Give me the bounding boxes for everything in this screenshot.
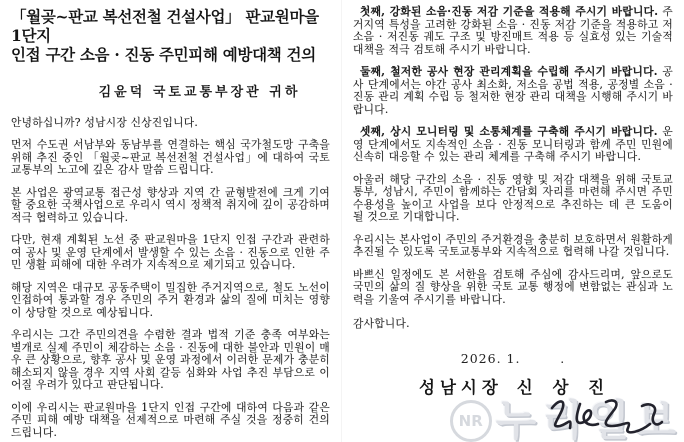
paragraph: 다만, 현재 계획된 노선 중 판교원마을 1단지 인접 구간과 관련하여 공사 및 운영 단계에서 발생할 수 있는 소음 · 진동으로 인한 주민 생활 피해에 대한 우려가 지속적으로 제기되고 있습니다. [11,233,330,272]
request-item-2-lead: 둘째, 철저한 공사 현장 관리계획을 수립해 주시기 바랍니다. [360,65,658,78]
closing-thanks: 감사합니다. [353,317,410,330]
request-item-3-lead: 셋째, 상시 모니터링 및 소통체계를 구축해 주시기 바랍니다. [360,125,658,138]
paragraph: 먼저 수도권 서남부와 동남부를 연결하는 핵심 국가철도망 구축을 위해 추진 중인 「월곶~판교 복선전철 건설사업」에 대하여 국토교통부의 노고에 깊은 감사 말씀 드립니다. [11,138,330,177]
document-title-line2: 인접 구간 소음 · 진동 주민피해 예방대책 건의 [11,44,316,64]
request-item-1 [353,6,673,56]
request-item-1-lead: 첫째, 강화된 소음·진동 저감 기준을 적용해 주시기 바랍니다. [360,5,659,18]
paragraph: 우리시는 본사업이 주민의 주거환경을 충분히 보호하면서 원활하게 추진될 수 있도록 국토교통부와 지속적으로 협력해 나갈 것입니다. [353,232,673,258]
signer-name: 신 상 진 [516,377,612,397]
letter-page-2 [342,0,684,442]
signer-title: 성남시장 [419,377,503,397]
request-item-1-body: 주거지역 특성을 고려한 강화된 소음 · 진동 저감 기준을 적용하고 저소음 · 저진동 궤도 구조 및 방진매트 적용 등 실효성 있는 기술적 대책을 적극 검토해 주시기 바랍니다. [353,5,673,56]
paragraph: 이에 우리시는 판교원마을 1단지 인접 구간에 대하여 다음과 같은 주민 피해 예방 대책을 선제적으로 마련해 주실 것을 정중히 건의 드립니다. [11,400,330,439]
paragraph: 본 사업은 광역교통 접근성 향상과 지역 간 균형발전에 크게 기여할 중요한 국책사업으로 우리시 역시 정책적 취지에 깊이 공감하며 적극 협력하고 있습니다. [11,185,330,224]
request-item-3 [353,126,673,164]
paragraph: 해당 지역은 대규모 공동주택이 밀집한 주거지역으로, 철도 노선이 인접하여 통과할 경우 주민의 주거 환경과 삶의 질에 미치는 영향이 상당할 것으로 예상됩니다. [11,280,330,319]
greeting-paragraph: 안녕하십니까? 성남시장 신상진입니다. [11,115,199,129]
paragraph: 아울러 해당 구간의 소음 · 진동 영향 및 저감 대책을 위해 국토교통부, 성남시, 주민이 함께하는 간담회 자리를 마련해 주시면 주민 수용성을 높이고 사업을 보다 안정적으로 추진하는 데 큰 도움이 될 것으로 기대합니다. [353,172,673,223]
letter-date: 2026. 1. . [460,350,566,366]
request-item-3-body: 운영 단계에서도 지속적인 소음 · 진동 모니터링과 함께 주민 민원에 신속히 대응할 수 있는 관리 체계를 구축해 주시기 바랍니다. [353,125,673,163]
request-item-2 [353,66,673,116]
request-item-2-body: 공사 단계에서는 야간 공사 최소화, 저소음 공법 적용, 공정별 소음 · 진동 관리 계획 수립 등 철저한 현장 관리 대책을 시행해 주시기 바랍니다. [353,65,673,116]
document-title [11,8,330,65]
addressee-line: 김윤덕 국토교통부장관 귀하 [98,84,301,100]
document-title-line1: 「월곶~판교 복선전철 건설사업」 판교원마을 1단지 [11,7,319,45]
paragraph: 바쁘신 일정에도 본 서한을 검토해 주심에 감사드리며, 앞으로도 국민의 삶의 질 향상을 위한 국토 교통 행정에 변함없는 관심과 노력을 기울여 주시기를 바랍니다. [353,267,673,306]
nr-logo-icon: NR [450,400,492,442]
watermark-text: 누리일보 [495,396,682,442]
paragraph: 우리시는 그간 주민의견을 수렴한 결과 법적 기준 충족 여부와는 별개로 실제 주민이 체감하는 소음 · 진동에 대한 불안과 민원이 매우 큰 상황으로, 향후 공사 및 운영 과정에서 이러한 문제가 충분히 해소되지 않을 경우 지역 사회 갈등 심화와 사업 추진 부담으로 이어질 우려가 있다고 판단됩니다. [11,328,330,392]
handwritten-signature [546,394,666,440]
